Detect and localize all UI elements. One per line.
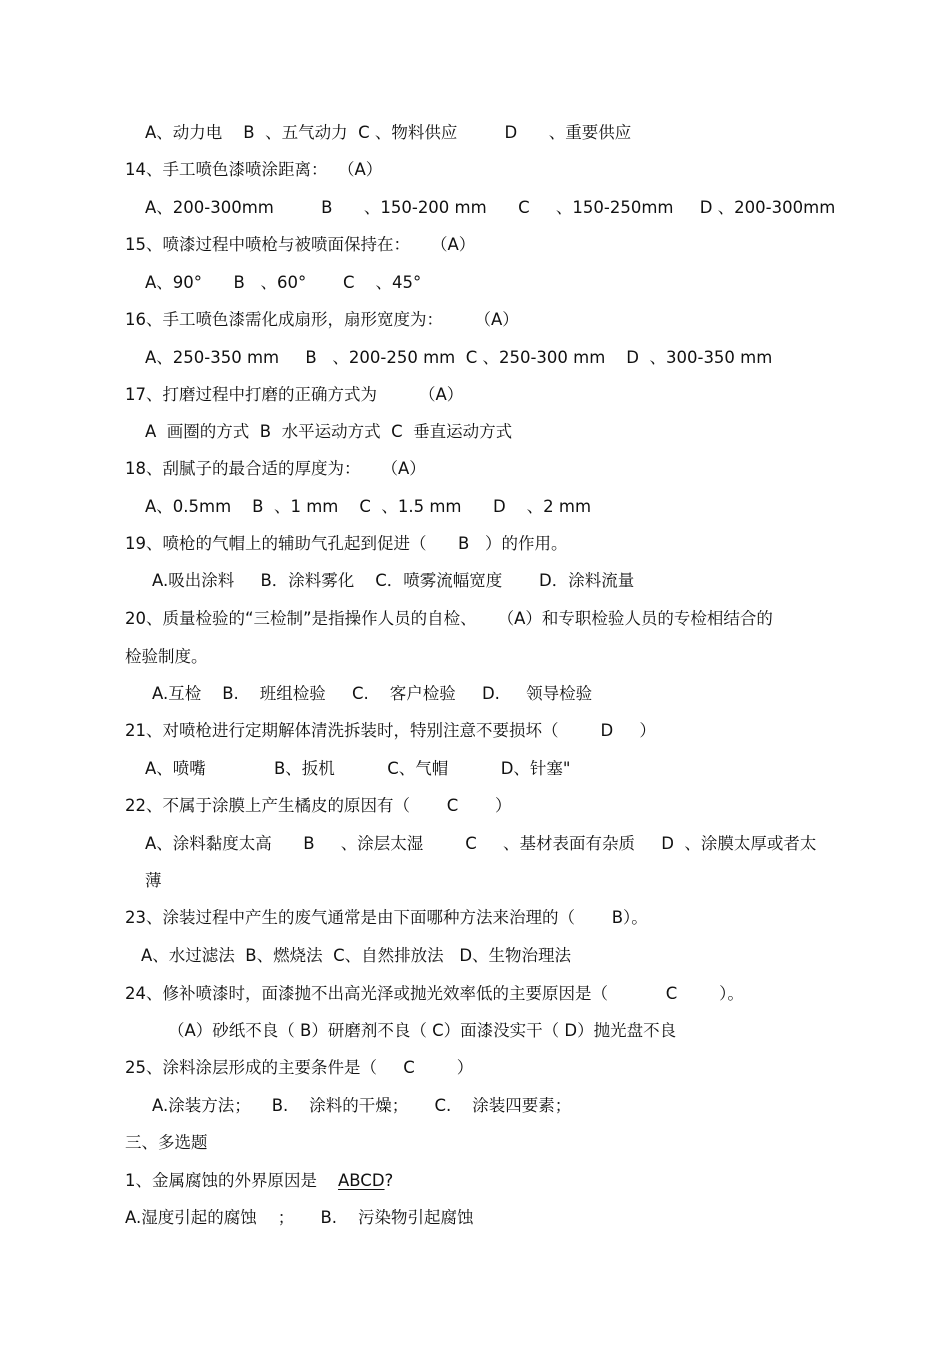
question-line: 21、对喷枪进行定期解体清洗拆装时，特别注意不要损坏（ D ） <box>125 721 656 740</box>
option-line: A、水过滤法 B、燃烧法 C、自然排放法 D、生物治理法 <box>141 946 572 965</box>
question-line: 22、不属于涂膜上产生橘皮的原因有（ C ） <box>125 796 512 815</box>
option-line: A.吸出涂料 B．涂料雾化 C．喷雾流幅宽度 D．涂料流量 <box>152 571 635 590</box>
question-line: 24、修补喷漆时，面漆抛不出高光泽或抛光效率低的主要原因是（ C ）。 <box>125 984 744 1003</box>
question-line: 16、手工喷色漆需化成扇形，扇形宽度为： （A） <box>125 310 519 329</box>
question-line <box>125 1170 393 1192</box>
option-line-continued: 薄 <box>145 871 162 890</box>
option-line: A、250-350 mm B 、200-250 mm C 、250-300 mm D 、300-350 mm <box>145 348 773 367</box>
option-line: A、喷嘴 B、扳机 C、气帽 D、针塞" <box>145 759 571 778</box>
option-line: （A）砂纸不良（ B）研磨剂不良（ C）面漆没实干（ D）抛光盘不良 <box>168 1021 677 1040</box>
option-line: A、90° B 、60° C 、45° <box>145 273 422 292</box>
option-line: A.涂装方法； B. 涂料的干燥； C. 涂装四要素； <box>152 1096 572 1115</box>
section-heading: 三、多选题 <box>125 1133 208 1152</box>
question-line: 23、涂装过程中产生的废气通常是由下面哪种方法来治理的（ B）。 <box>125 908 648 927</box>
option-line: A、200-300mm B 、150-200 mm C 、150-250mm D 、200-300mm <box>145 198 836 217</box>
question-line-continued: 检验制度。 <box>125 647 208 666</box>
option-line: A.湿度引起的腐蚀 ； B. 污染物引起腐蚀 <box>125 1208 474 1227</box>
question-line: 19、喷枪的气帽上的辅助气孔起到促进（ B ）的作用。 <box>125 534 568 553</box>
question-text: 1、金属腐蚀的外界原因是 <box>125 1171 338 1190</box>
question-line: 20、质量检验的“三检制”是指操作人员的自检、 （A）和专职检验人员的专检相结合的 <box>125 609 773 628</box>
option-line: A 画圈的方式 B 水平运动方式 C 垂直运动方式 <box>145 422 513 441</box>
option-line: A、涂料黏度太高 B 、涂层太湿 C 、基材表面有杂质 D 、涂膜太厚或者太 <box>145 834 817 853</box>
option-line: A、0.5mm B 、1 mm C 、1.5 mm D 、2 mm <box>145 497 592 516</box>
question-line: 18、刮腻子的最合适的厚度为： （A） <box>125 459 426 478</box>
option-line: A、动力电 B 、五气动力 C 、物料供应 D 、重要供应 <box>145 123 632 142</box>
answer-underlined: ABCD <box>337 1171 385 1190</box>
option-line: A.互检 B. 班组检验 C. 客户检验 D. 领导检验 <box>152 684 593 703</box>
question-line: 15、喷漆过程中喷枪与被喷面保持在： （A） <box>125 235 476 254</box>
question-line: 17、打磨过程中打磨的正确方式为 （A） <box>125 385 464 404</box>
question-line: 14、手工喷色漆喷涂距离： （A） <box>125 160 383 179</box>
question-line: 25、涂料涂层形成的主要条件是（ C ） <box>125 1058 474 1077</box>
question-mark: ? <box>384 1171 394 1190</box>
